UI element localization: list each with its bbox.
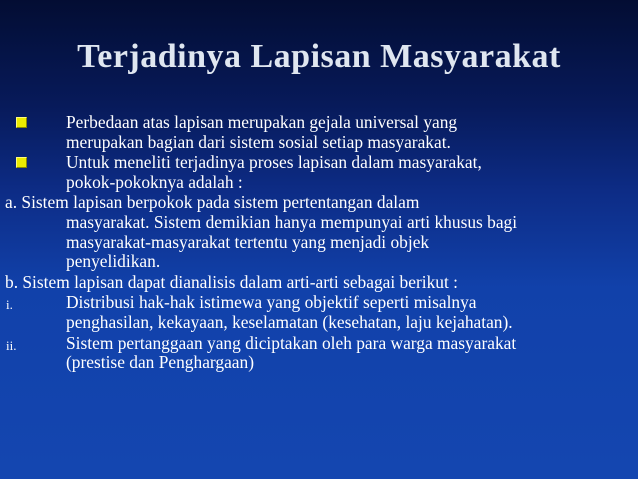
roman-item-line: penghasilan, kekayaan, keselamatan (kesehatan, laju kejahatan). xyxy=(66,311,513,332)
bullet-text-line: Untuk meneliti terjadinya proses lapisan dalam masyarakat, xyxy=(66,152,482,173)
roman-item-line: (prestise dan Penghargaan) xyxy=(66,352,255,373)
point-a-line: masyarakat. Sistem demikian hanya mempunyai arti khusus bagi xyxy=(66,211,518,232)
bullet-text-line: Perbedaan atas lapisan merupakan gejala universal yang xyxy=(66,112,458,132)
roman-item xyxy=(0,293,630,332)
square-bullet-icon xyxy=(16,157,27,168)
bullet-item xyxy=(0,113,630,152)
point-a-line: masyarakat-masyarakat tertentu yang menjadi objek xyxy=(66,231,430,252)
bullet-text-line: pokok-pokoknya adalah : xyxy=(66,171,243,192)
square-bullet-icon xyxy=(16,117,27,128)
bullet-item xyxy=(0,153,630,192)
bullet-text-line: merupakan bagian dari sistem sosial setiap masyarakat. xyxy=(66,131,451,152)
roman-item-line: Distribusi hak-hak istimewa yang objektif seperti misalnya xyxy=(66,292,477,313)
slide-body xyxy=(0,113,630,373)
slide-title: Terjadinya Lapisan Masyarakat xyxy=(77,38,561,75)
roman-marker: ii. xyxy=(6,337,17,353)
point-b-line: b. Sistem lapisan dapat dianalisis dalam arti-arti sebagai berikut : xyxy=(5,271,458,292)
roman-item xyxy=(0,334,630,373)
point-b xyxy=(0,273,630,293)
point-a-line: penyelidikan. xyxy=(66,251,161,272)
roman-item-line: Sistem pertanggaan yang diciptakan oleh para warga masyarakat xyxy=(66,332,517,353)
point-a-line: a. Sistem lapisan berpokok pada sistem pertentangan dalam xyxy=(5,192,420,213)
point-a xyxy=(0,193,630,271)
roman-marker: i. xyxy=(6,297,13,313)
